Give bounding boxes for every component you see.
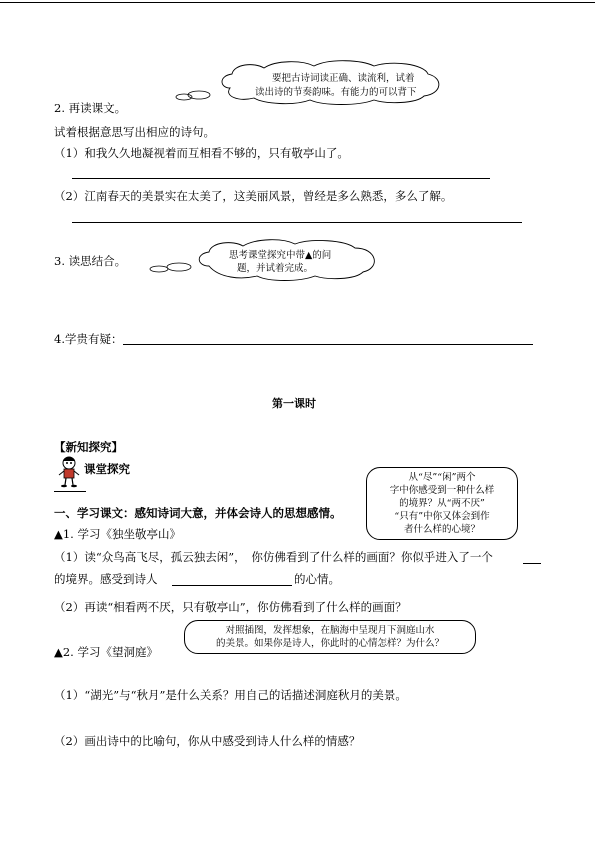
part-2-question-2: （2）画出诗中的比喻句，你从中感受到诗人什么样的情感？	[54, 734, 361, 748]
section-4-heading: 4.学贵有疑：	[54, 332, 123, 346]
cloud-line-2: 读出诗的节奏韵味。有能力的可以背下	[255, 87, 417, 98]
hint-line-5: 者什么样的心境？	[403, 524, 480, 535]
page-top-rule	[0, 2, 595, 3]
blank-poet-mood[interactable]	[172, 585, 292, 586]
question-answer-line[interactable]	[123, 344, 533, 345]
blank-realm[interactable]	[523, 563, 541, 564]
part-1-question-1b-end: 的心情。	[294, 572, 340, 586]
hint-line-3: 的境界？从“两不厌”	[399, 498, 485, 509]
answer-line-1[interactable]	[72, 178, 490, 179]
cartoon-student-icon	[56, 455, 82, 489]
part-1-question-1b-start: 的境界。感受到诗人	[54, 572, 158, 586]
hint-line-1: 对照插图，发挥想象，在脑海中呈现月下洞庭山水	[225, 625, 435, 636]
new-knowledge-label: 【新知探究】	[54, 440, 123, 454]
part-2-question-1: （1）“湖光”与“秋月”是什么关系？用自己的话描述洞庭秋月的美景。	[54, 688, 407, 702]
lesson-title: 第一课时	[272, 397, 316, 410]
part-2-poem-title: ▲2. 学习《望洞庭》	[54, 645, 158, 659]
cloud-line-1: 思考课堂探究中带▲的问	[229, 250, 332, 261]
cloud-line-1: 要把古诗词读正确、读流利，试着	[272, 73, 415, 84]
answer-line-2[interactable]	[72, 222, 522, 223]
section-2-heading: 2. 再读课文。	[54, 101, 127, 115]
thought-cloud-reading-tip	[172, 58, 444, 106]
hint-box-scenery	[366, 467, 518, 540]
part-1-heading: 一、学习课文：感知诗词大意，并体会诗人的思想感情。	[54, 506, 342, 520]
section-2-question-1: （1）和我久久地凝视着而互相看不够的，只有敬亭山了。	[54, 146, 349, 160]
hint-line-1: 从“尽”“闲”两个	[408, 472, 476, 483]
classroom-explore-label: 课堂探究	[84, 462, 130, 476]
hint-line-2: 字中你感受到一种什么样	[389, 485, 495, 496]
thought-cloud-think-tip	[145, 238, 385, 282]
label-underline	[54, 491, 86, 492]
section-2-question-2: （2）江南春天的美景实在太美了，这美丽风景，曾经是多么熟悉，多么了解。	[54, 189, 453, 203]
cloud-line-2: 题，并试着完成。	[237, 263, 314, 274]
section-2-instruction: 试着根据意思写出相应的诗句。	[54, 125, 215, 139]
hint-line-4: “只有”中你又体会到作	[394, 511, 490, 522]
section-3-heading: 3. 读思结合。	[54, 254, 127, 268]
part-1-question-1a: （1）读“众鸟高飞尽，孤云独去闲”， 你仿佛看到了什么样的画面？你似乎进入了一个	[54, 550, 493, 564]
part-1-question-2: （2）再读“相看两不厌，只有敬亭山”，你仿佛看到了什么样的画面？	[54, 600, 407, 614]
part-1-poem-title: ▲1. 学习《独坐敬亭山》	[54, 527, 181, 541]
hint-line-2: 的美景。如果你是诗人，你此时的心情怎样？为什么？	[215, 638, 444, 649]
hint-box-dongting	[184, 620, 476, 654]
